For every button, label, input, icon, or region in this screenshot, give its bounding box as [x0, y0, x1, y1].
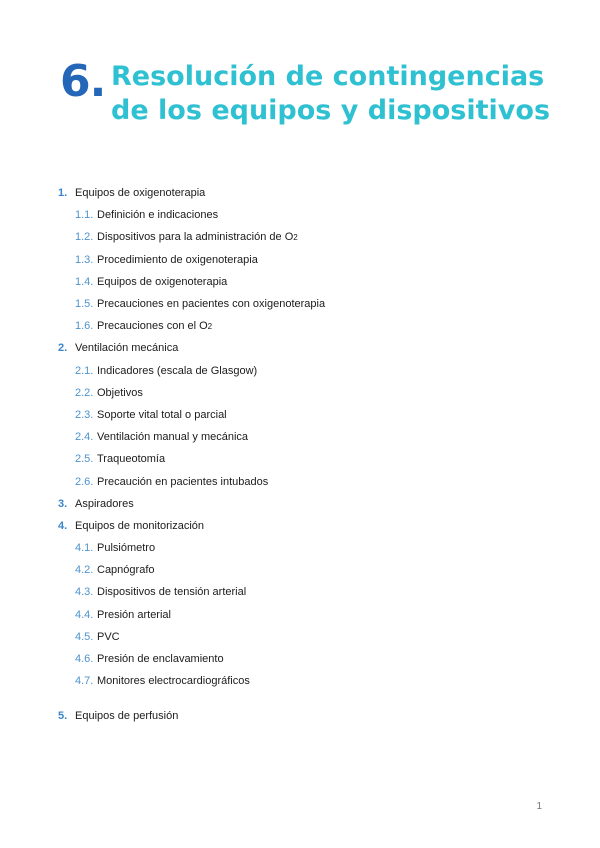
toc-label: Ventilación manual y mecánica [97, 431, 249, 444]
toc-label: Definición e indicaciones [97, 209, 219, 222]
toc-label: Equipos de monitorización [75, 519, 205, 532]
page-number: 1 [536, 801, 542, 812]
toc-label: Traqueotomía [97, 453, 166, 466]
toc-number: 4.2. [75, 564, 94, 577]
toc-number: 2.2. [75, 386, 94, 399]
toc-label: Ventilación mecánica [75, 342, 179, 355]
toc-label: Dispositivos para la administración de O [97, 231, 294, 244]
toc-label: Equipos de oxigenoterapia [97, 275, 228, 288]
subscript: 2 [207, 321, 213, 331]
toc-number: 1.4. [75, 275, 94, 288]
toc-number: 1.5. [75, 298, 94, 311]
toc-label: Presión de enclavamiento [97, 653, 224, 666]
toc-label: PVC [97, 630, 120, 643]
toc-label: Capnógrafo [97, 564, 155, 577]
toc-number: 4.7. [75, 675, 94, 688]
toc-subsection [56, 226, 536, 248]
toc-subsection [56, 271, 536, 293]
toc-subsection [56, 604, 536, 626]
chapter-title [111, 60, 551, 128]
toc-number: 1. [58, 187, 68, 200]
toc-number: 4.5. [75, 630, 94, 643]
toc-number: 2.6. [75, 475, 94, 488]
chapter-title-line-1: Resolución de contingencias [111, 61, 545, 92]
toc-label: Soporte vital total o parcial [97, 408, 227, 421]
toc-number: 2. [58, 342, 68, 355]
toc-subsection [56, 404, 536, 426]
toc-label: Objetivos [97, 386, 143, 399]
toc-subsection [56, 293, 536, 315]
toc-subsection [56, 670, 536, 692]
toc-subsection [56, 448, 536, 470]
toc-subsection [56, 315, 536, 337]
toc-number: 1.2. [75, 231, 94, 244]
toc-label: Presión arterial [97, 608, 171, 621]
toc-number: 2.5. [75, 453, 94, 466]
toc-number: 4.4. [75, 608, 94, 621]
toc-label: Monitores electrocardiográficos [97, 675, 250, 688]
toc-number: 2.4. [75, 431, 94, 444]
toc-section [56, 705, 536, 727]
toc-number: 2.1. [75, 364, 94, 377]
table-of-contents [56, 182, 536, 728]
toc-section [56, 515, 536, 537]
toc-subsection [56, 648, 536, 670]
chapter-number: 6. [60, 56, 106, 107]
toc-number: 1.1. [75, 209, 94, 222]
toc-label: Dispositivos de tensión arterial [97, 586, 247, 599]
toc-section [56, 182, 536, 204]
subscript: 2 [293, 232, 298, 242]
toc-number: 4.6. [75, 653, 94, 666]
toc-label: Aspiradores [75, 497, 134, 510]
toc-number: 4. [58, 519, 68, 532]
toc-label: Pulsiómetro [97, 542, 156, 555]
toc-label: Procedimiento de oxigenoterapia [97, 253, 258, 266]
toc-subsection [56, 204, 536, 226]
toc-label: Equipos de perfusión [75, 710, 179, 723]
toc-label: Indicadores (escala de Glasgow) [97, 364, 258, 377]
toc-subsection [56, 360, 536, 382]
toc-number: 3. [58, 497, 68, 510]
toc-subsection [56, 382, 536, 404]
toc-number: 4.3. [75, 586, 94, 599]
toc-subsection [56, 559, 536, 581]
toc-number: 2.3. [75, 408, 94, 421]
toc-subsection [56, 470, 536, 492]
toc-subsection [56, 537, 536, 559]
toc-number: 1.3. [75, 253, 94, 266]
chapter-title-line-2: de los equipos y dispositivos [111, 95, 551, 126]
toc-label: Precaución en pacientes intubados [97, 475, 269, 488]
toc-section [56, 493, 536, 515]
toc-subsection [56, 626, 536, 648]
toc-number: 1.6. [75, 320, 94, 333]
toc-number: 5. [58, 710, 68, 723]
toc-label: Precauciones con el O [97, 320, 208, 333]
toc-subsection [56, 426, 536, 448]
toc-section [56, 337, 536, 359]
toc-subsection [56, 581, 536, 603]
toc-label: Precauciones en pacientes con oxigenoterapia [97, 298, 326, 311]
toc-label: Equipos de oxigenoterapia [75, 187, 206, 200]
toc-number: 4.1. [75, 542, 94, 555]
toc-subsection [56, 249, 536, 271]
